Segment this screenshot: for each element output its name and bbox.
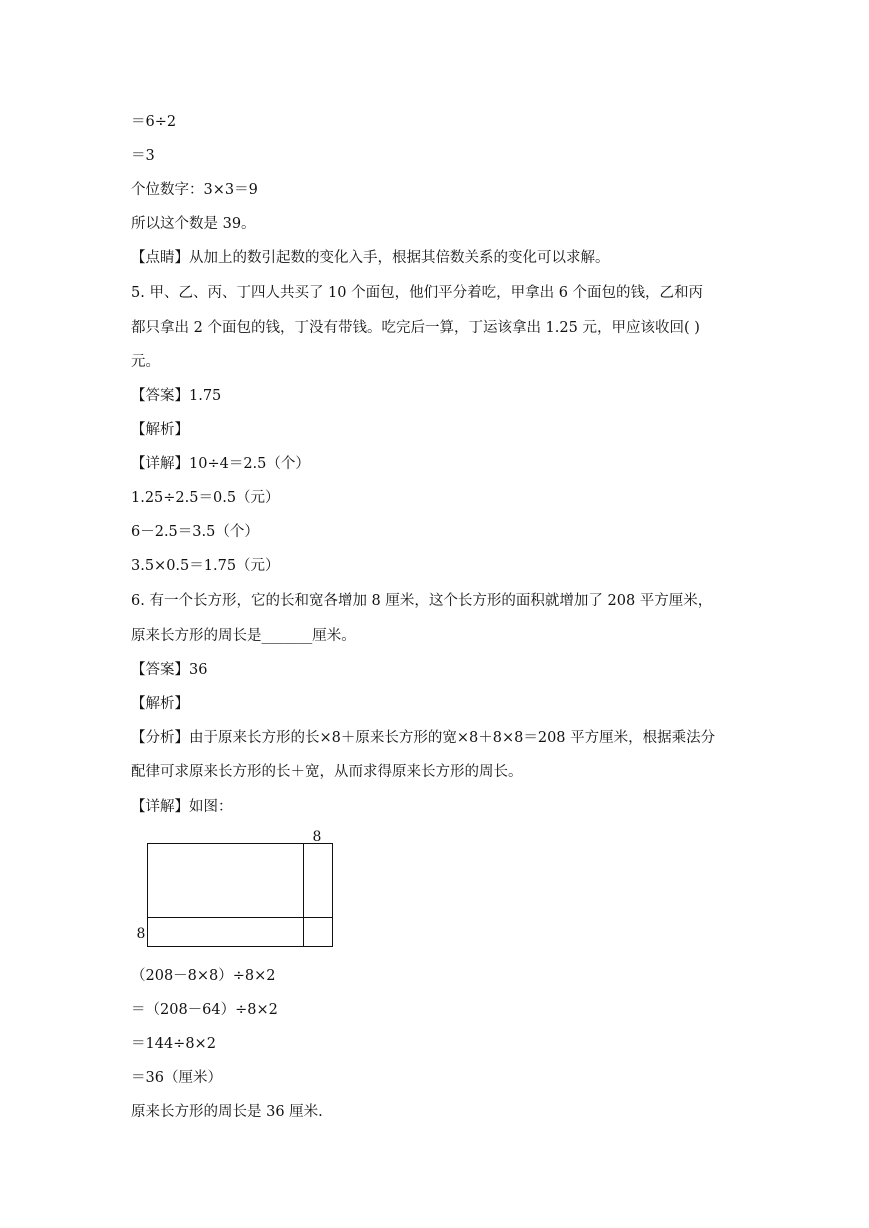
top-label: 8 [312, 829, 322, 845]
equation-line: ＝（208－64）÷8×2 [131, 1002, 278, 1018]
rectangle-diagram [131, 826, 351, 952]
question-5-line-3: 元。 [131, 354, 160, 370]
left-label: 8 [136, 926, 146, 942]
text-line: 1.25÷2.5＝0.5（元） [131, 490, 280, 506]
question-5-line-2: 都只拿出 2 个面包的钱，丁没有带钱。吃完后一算，丁运该拿出 1.25 元，甲应该收回( ) [131, 320, 700, 336]
text-line: 3.5×0.5＝1.75（元） [131, 558, 280, 574]
equation-line: （208－8×8）÷8×2 [131, 968, 276, 984]
equation-line: ＝144÷8×2 [131, 1036, 216, 1052]
text-line: 个位数字：3×3＝9 [131, 182, 258, 198]
question-5-line-1: 5. 甲、乙、丙、丁四人共买了 10 个面包，他们平分着吃，甲拿出 6 个面包的钱，乙和丙 [131, 285, 704, 301]
equation-line: ＝36（厘米） [131, 1070, 222, 1086]
detail-line: 【详解】如图： [131, 799, 233, 815]
detail-line: 【详解】10÷4＝2.5（个） [131, 456, 310, 472]
answer-line: 【答案】1.75 [131, 388, 222, 404]
text-line: 所以这个数是 39。 [131, 216, 256, 232]
conclusion-line: 原来长方形的周长是 36 厘米. [131, 1104, 323, 1120]
analysis-heading: 【解析】 [131, 696, 189, 712]
answer-line: 【答案】36 [131, 662, 208, 678]
note-line: 【点睛】从加上的数引起数的变化入手，根据其倍数关系的变化可以求解。 [131, 250, 610, 266]
text-line: 6－2.5＝3.5（个） [131, 524, 259, 540]
text-line: ＝3 [131, 148, 155, 164]
analysis-line-2: 配律可求原来长方形的长＋宽，从而求得原来长方形的周长。 [131, 764, 523, 780]
enlarged-rectangle [148, 844, 333, 947]
analysis-line-1: 【分析】由于原来长方形的长×8＋原来长方形的宽×8＋8×8＝208 平方厘米，根据乘法分 [131, 730, 716, 746]
text-line: ＝6÷2 [131, 114, 177, 130]
question-6-line-1: 6. 有一个长方形，它的长和宽各增加 8 厘米，这个长方形的面积就增加了 208 平方厘米， [131, 593, 713, 609]
analysis-heading: 【解析】 [131, 422, 189, 438]
question-6-line-2: 原来长方形的周长是_______厘米。 [131, 628, 356, 644]
